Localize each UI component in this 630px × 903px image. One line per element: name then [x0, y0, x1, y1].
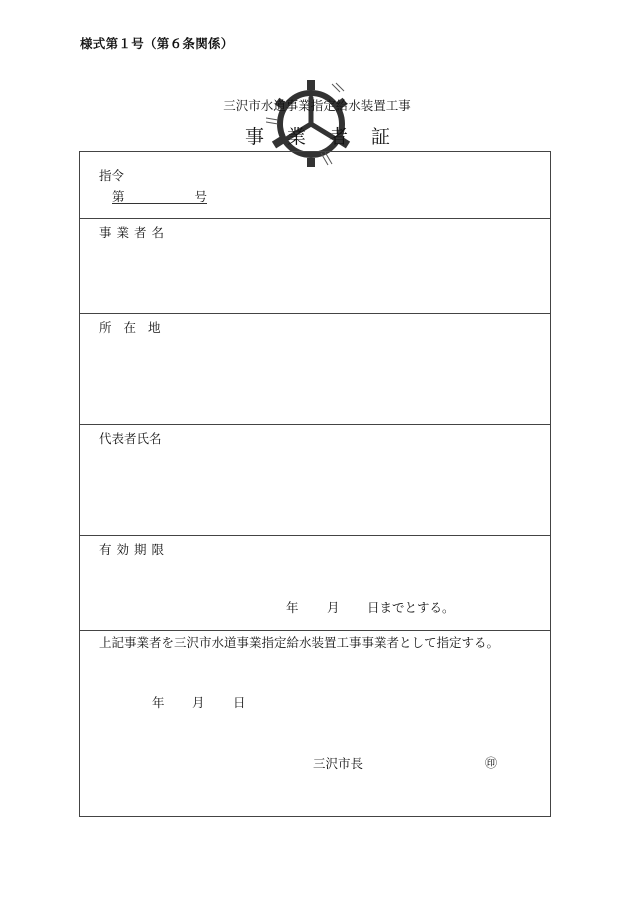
designation-row: [80, 152, 550, 218]
designation-dai: 第: [112, 189, 125, 204]
statement-year: 年: [152, 695, 165, 710]
business-name-row: [80, 218, 550, 313]
statement-text: 上記事業者を三沢市水道事業指定給水装置工事事業者として指定する。: [99, 635, 500, 650]
statement-row: [80, 630, 550, 817]
form-frame: [79, 151, 551, 817]
business-name-label: 事業者名: [99, 225, 170, 240]
statement-day: 日: [233, 695, 246, 710]
validity-month: 月: [327, 600, 340, 615]
validity-label: 有効期限: [99, 542, 170, 557]
doc-title-char: 者: [328, 126, 348, 148]
designation-gou: 号: [194, 189, 207, 204]
designation-number-line: [112, 187, 207, 204]
representative-row: [80, 424, 550, 535]
doc-title-char: 業: [286, 126, 306, 148]
validity-day-suffix: 日までとする。: [367, 600, 455, 615]
doc-title-char: 事: [245, 126, 265, 148]
seal-mark: ㊞: [485, 756, 498, 770]
validity-row: [80, 535, 550, 630]
validity-year: 年: [286, 600, 299, 615]
form-number: 様式第１号（第６条関係）: [80, 36, 234, 51]
address-row: [80, 313, 550, 424]
designation-label: 指令: [99, 168, 125, 183]
doc-title: [245, 122, 390, 149]
doc-title-char: 証: [370, 126, 390, 148]
mayor-label: 三沢市長: [313, 756, 364, 771]
statement-month: 月: [192, 695, 205, 710]
org-title: 三沢市水道事業指定給水装置工事: [223, 98, 411, 113]
address-label: 所在地: [99, 320, 173, 335]
representative-label: 代表者氏名: [99, 431, 162, 446]
